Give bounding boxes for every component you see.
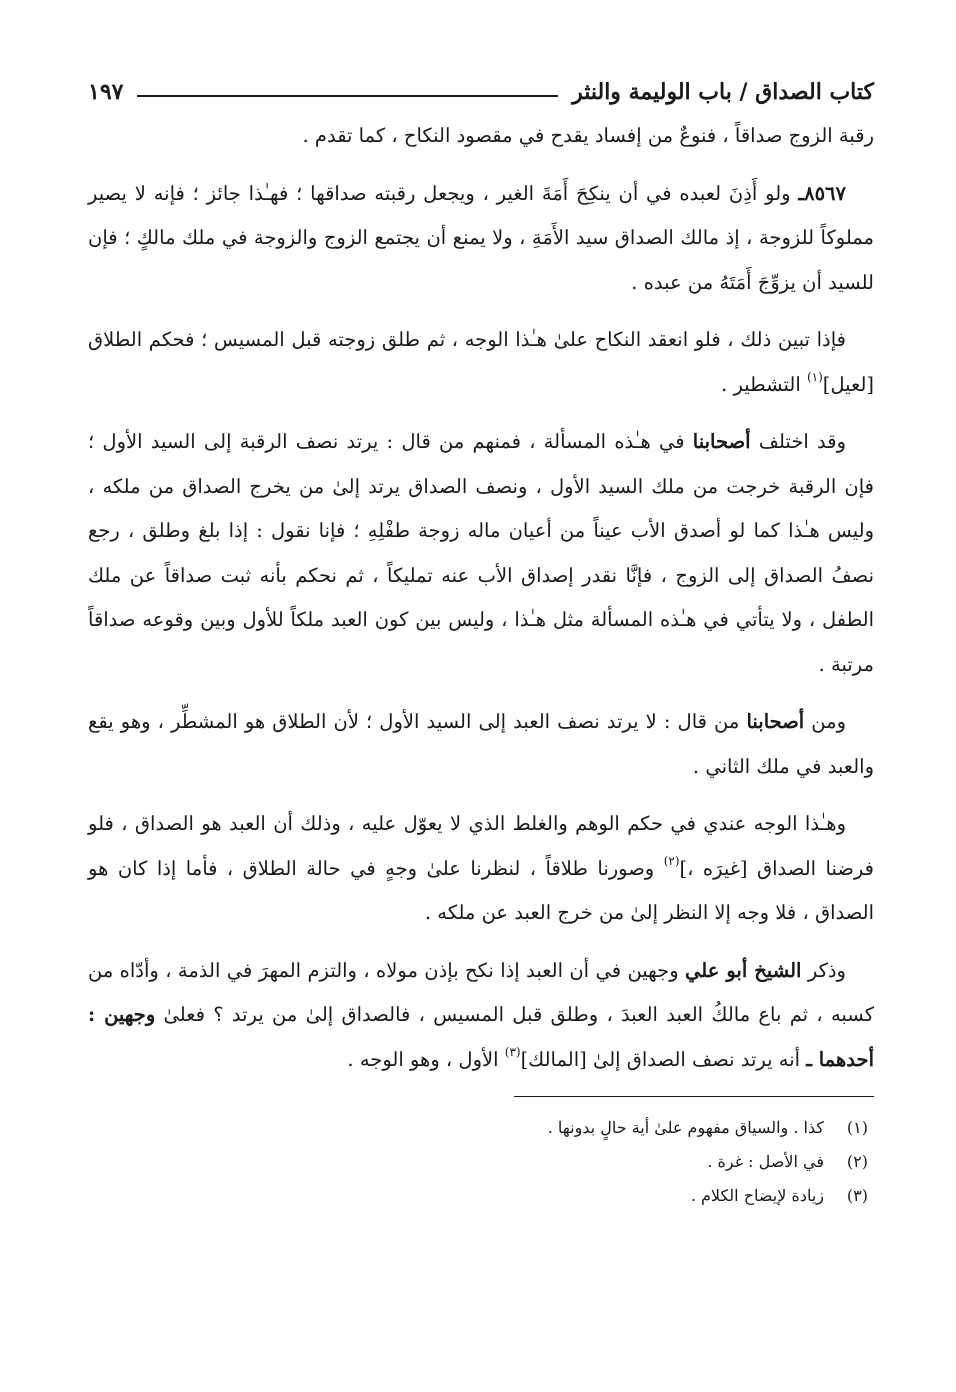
paragraph-continuation bbox=[88, 114, 874, 159]
paragraph-text: الأول ، وهو الوجه . bbox=[347, 1047, 505, 1071]
footnote-text: كذا . والسياق مفهوم علىٰ أية حالٍ بدونها . bbox=[547, 1118, 824, 1137]
footnote-text: في الأصل : غرة . bbox=[707, 1152, 824, 1171]
paragraph-text: ومن bbox=[804, 710, 846, 733]
footnote-number: (١) bbox=[846, 1118, 868, 1137]
paragraph-text: في هـٰذه المسألة ، فمنهم من قال : يرتد نصف الرقبة إلى السيد الأول ؛ فإن الرقبة خرجت من ملك السيد الأول ، ونصف الصداق يرتد إلىٰ من يخرج الصداق من ملكه ، وليس هـٰذا كما لو أصدق الأب عيناً من أعيان ماله زوجة طفْلِهِ ؛ فإنا نقول : إذا بلغ وطلق ، رجع نصفُ الصداق إلى الزوج ، فإنَّا نقدر إصداق الأب عنه تمليكاً ، ثم نحكم بأنه ثبت صداقاً عن ملك الطفل ، ولا يتأتي في هـٰذه المسألة مثل هـٰذا ، وليس بين كون العبد ملكاً للأول وبين وقوعه صداقاً مرتبة . bbox=[88, 430, 874, 676]
page-number: ١٩٧ bbox=[88, 79, 124, 105]
paragraph-text: وذكر bbox=[801, 958, 846, 982]
issue-number: ٨٥٦٧ـ bbox=[798, 181, 846, 205]
footnote-1 bbox=[88, 1111, 874, 1145]
running-header bbox=[88, 70, 874, 114]
paragraph bbox=[88, 949, 874, 1083]
paragraph bbox=[88, 700, 874, 789]
footnote-number: (٢) bbox=[846, 1152, 868, 1171]
footnote-ref-3[interactable]: (٣) bbox=[504, 1044, 521, 1059]
footnote-text: زيادة لإيضاح الكلام . bbox=[690, 1186, 824, 1205]
document-page bbox=[88, 70, 874, 1392]
paragraph bbox=[88, 420, 874, 687]
footnote-separator bbox=[514, 1096, 874, 1097]
paragraph-issue-8567 bbox=[88, 172, 874, 306]
footnote-ref-2[interactable]: (٢) bbox=[663, 853, 680, 868]
footnote-3 bbox=[88, 1179, 874, 1213]
header-rule bbox=[137, 95, 558, 97]
bold-term: الشيخ أبو علي bbox=[685, 958, 802, 982]
bold-term: وجهين : أحدهما ـ bbox=[88, 1003, 874, 1071]
chapter-title: كتاب الصداق / باب الوليمة والنثر bbox=[572, 79, 874, 105]
paragraph bbox=[88, 802, 874, 936]
footnote-ref-1[interactable]: (١) bbox=[806, 369, 823, 384]
paragraph-text: ولو أَذِنَ لعبده في أن ينكِحَ أَمَةَ الغير ، ويجعل رقبته صداقها ؛ فهـٰذا جائز ؛ فإنه لا يصير مملوكاً للزوجة ، إذ مالك الصداق سيد الأَمَةِ ، ولا يمنع أن يجتمع الزوج والزوجة في ملك مالكٍ ؛ فإن للسيد أن يزوِّجَ أَمَتَهُ من عبده . bbox=[88, 181, 874, 294]
footnote-2 bbox=[88, 1145, 874, 1179]
paragraph bbox=[88, 318, 874, 407]
paragraph-text: رقبة الزوج صداقاً ، فنوعٌ من إفساد يقدح في مقصود النكاح ، كما تقدم . bbox=[302, 124, 874, 147]
footnote-number: (٣) bbox=[846, 1186, 868, 1205]
bold-term: أصحابنا bbox=[692, 430, 751, 453]
bold-term: أصحابنا bbox=[746, 710, 805, 733]
paragraph-text: وصورنا طلاقاً ، لنظرنا علىٰ وجهٍ في حالة الطلاق ، فأما إذا كان هو الصداق ، فلا وجه إلا النظر إلىٰ من خرج العبد عن ملكه . bbox=[88, 856, 874, 924]
footnotes bbox=[88, 1111, 874, 1213]
paragraph-text: فإذا تبين ذلك ، فلو انعقد النكاح علىٰ هـٰذا الوجه ، ثم طلق زوجته قبل المسيس ؛ فحكم الطلاق [لعيل] bbox=[88, 328, 874, 396]
paragraph-text: من قال : لا يرتد نصف العبد إلى السيد الأول ؛ لأن الطلاق هو المشطِّر ، وهو يقع والعبد في ملك الثاني . bbox=[88, 710, 874, 778]
paragraph-text: وقد اختلف bbox=[750, 430, 846, 453]
paragraph-text: التشطير . bbox=[721, 372, 807, 396]
paragraph-text: أنه يرتد نصف الصداق إلىٰ [المالك] bbox=[520, 1047, 807, 1071]
paragraph-text: وهـٰذا الوجه عندي في حكم الوهم والغلط الذي لا يعوّل عليه ، وذلك أن العبد هو الصداق ، فلو فرضنا الصداق [غيرَه ،] bbox=[88, 812, 874, 880]
main-text bbox=[88, 114, 874, 1082]
paragraph-text: وجهين في أن العبد إذا نكح بإذن مولاه ، والتزم المهرَ في الذمة ، وأدّاه من كسبه ، ثم باع مالكُ العبد العبدَ ، وطلق قبل المسيس ، فالصداق إلىٰ من يرتد ؟ فعلىٰ bbox=[88, 958, 874, 1026]
